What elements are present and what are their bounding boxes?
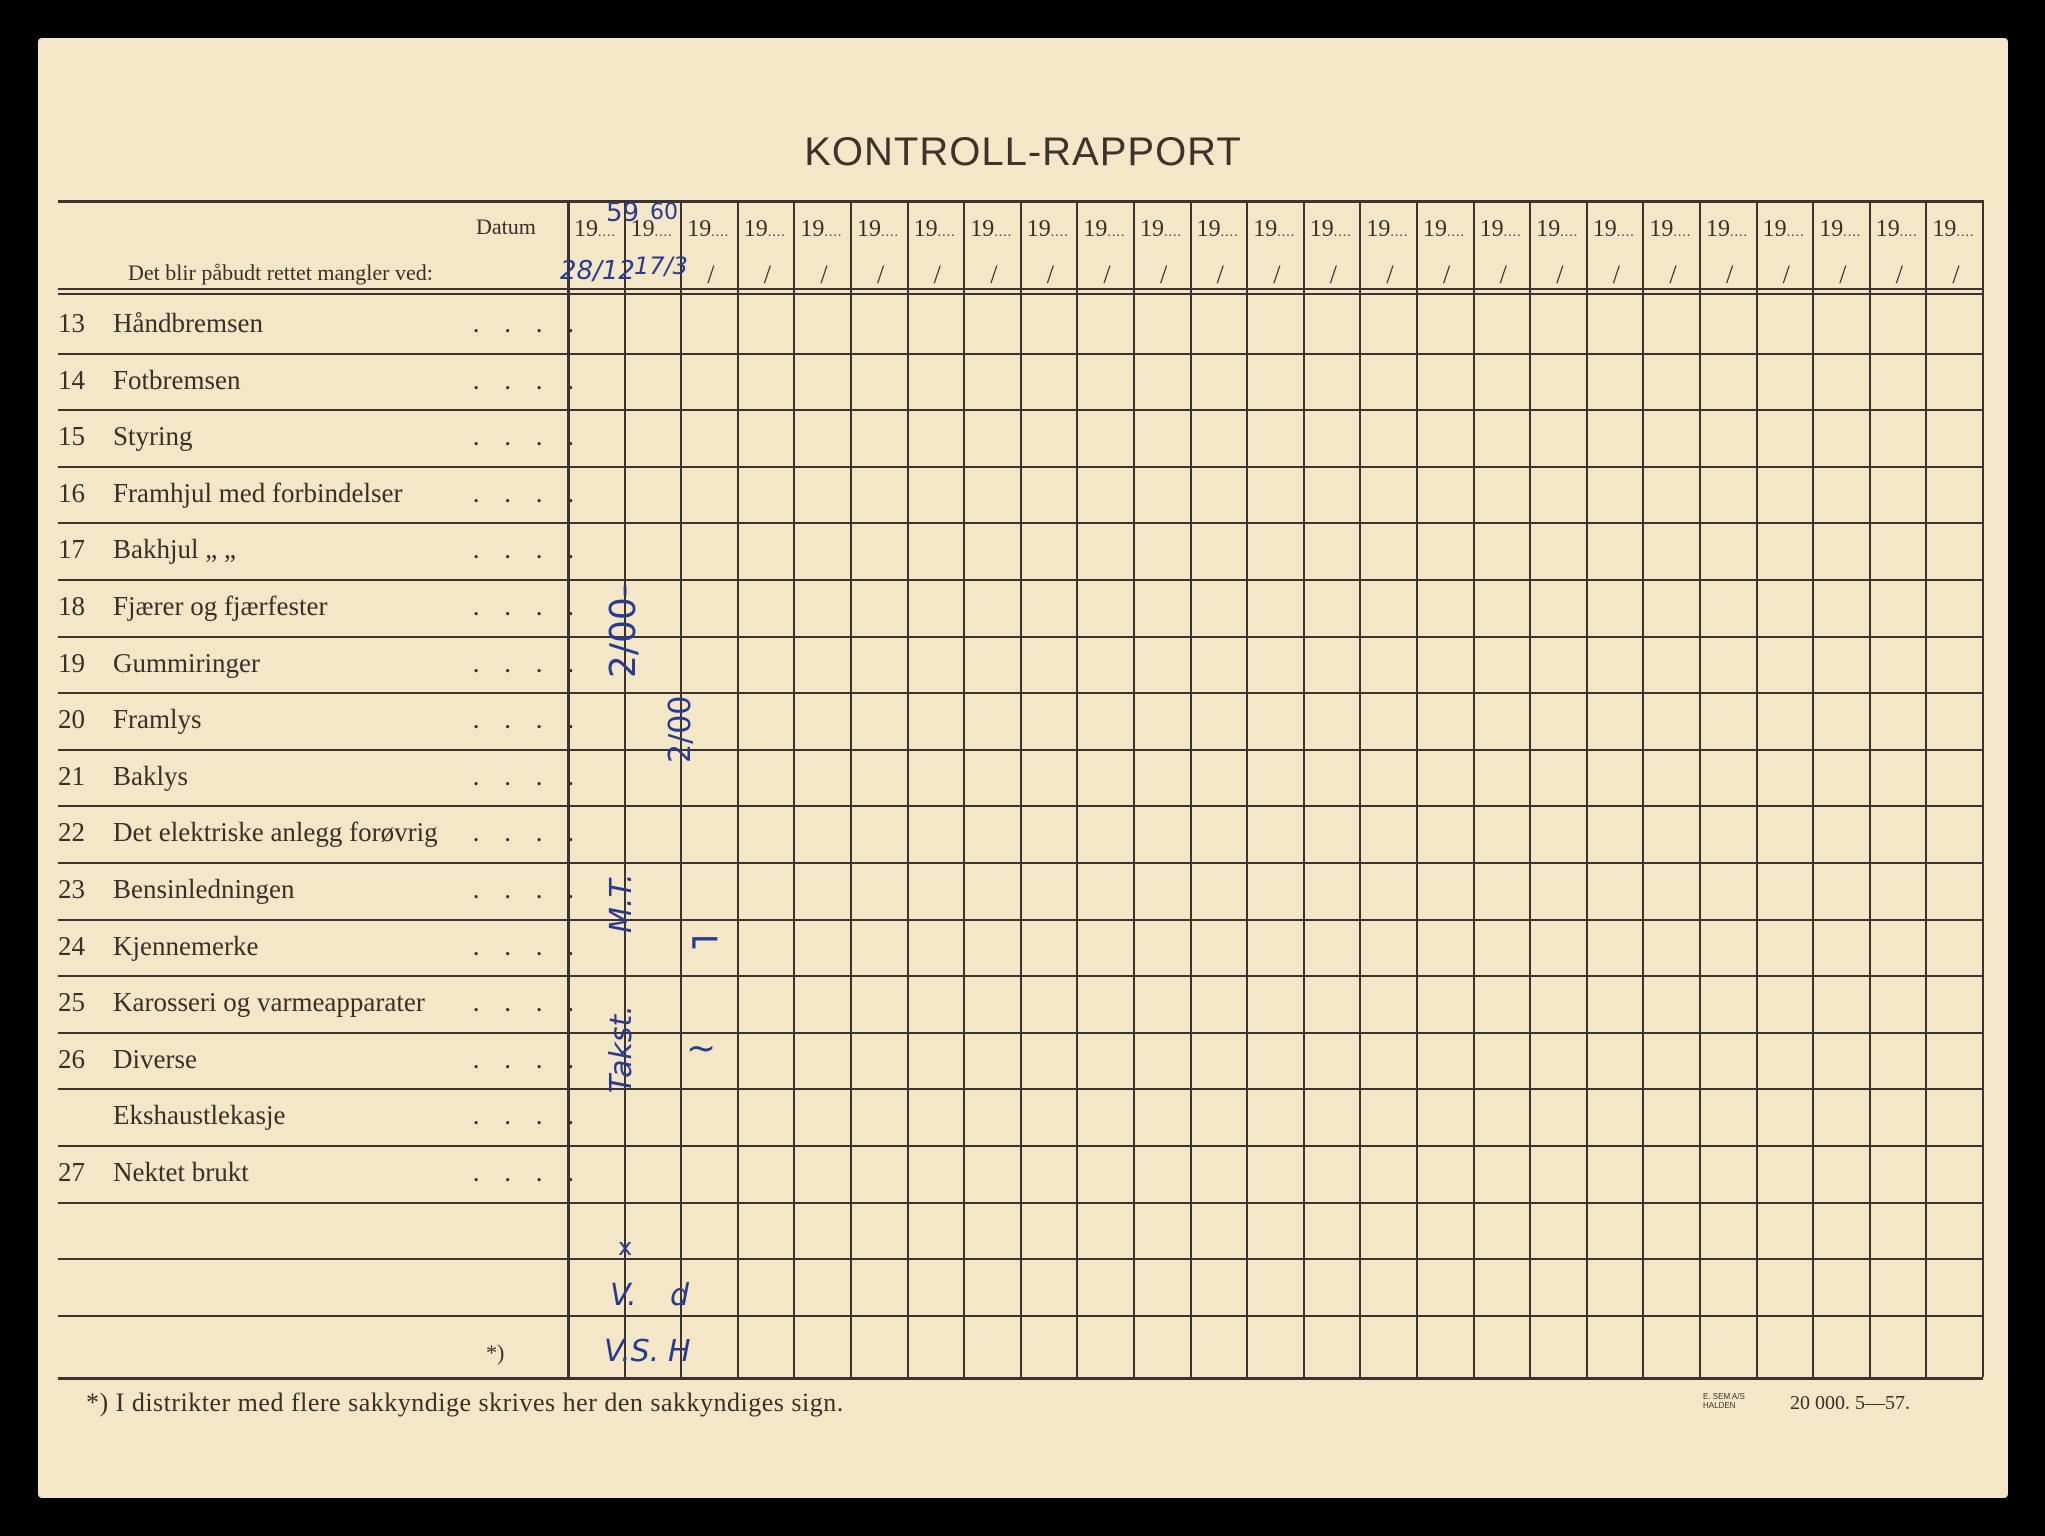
hw-col1-x: x: [618, 1233, 633, 1261]
date-separator: /: [1895, 260, 1904, 289]
year-prefix: 19: [1819, 216, 1844, 242]
hw-col1-date: 28/12: [560, 256, 635, 286]
year-header: 19....: [1366, 216, 1409, 242]
date-separator: /: [1669, 260, 1677, 289]
hw-col1-year: 59: [606, 198, 640, 228]
year-prefix: 19: [687, 216, 712, 242]
date-separator: /: [877, 260, 885, 289]
year-header: 19....: [1819, 216, 1862, 242]
row-number: 23: [58, 874, 85, 904]
column-line: [1133, 200, 1135, 1377]
date-separator: /: [707, 260, 715, 289]
form-row: [58, 987, 598, 1043]
row-label: Nektet brukt: [113, 1157, 249, 1187]
year-header: 19....: [857, 216, 899, 242]
column-line: [1303, 200, 1305, 1377]
column-line: [1529, 200, 1531, 1377]
leader-dots: . . . .: [472, 930, 583, 961]
row-number: 14: [58, 364, 85, 395]
year-prefix: 19: [800, 216, 825, 242]
hw-col2-dash1: ⌐: [688, 918, 722, 964]
row-number: 21: [58, 760, 85, 791]
column-line: [1473, 200, 1475, 1377]
year-header: 19....: [743, 216, 786, 242]
hw-col1-tyres: 2/00-: [603, 584, 644, 678]
year-prefix: 19: [857, 216, 881, 242]
row-number: 18: [58, 591, 85, 621]
date-separator: /: [1499, 260, 1507, 289]
leader-dots: . . . .: [472, 874, 583, 904]
column-line: [1020, 200, 1022, 1377]
year-prefix: 19: [970, 216, 995, 242]
row-label: Det elektriske anlegg forøvrig: [113, 817, 438, 848]
year-header: 19....: [1706, 216, 1748, 242]
year-prefix: 19: [1366, 216, 1391, 242]
datum-label: Datum: [476, 214, 536, 239]
row-label: Framhjul med forbindelser: [113, 477, 403, 508]
row-number: 16: [58, 477, 85, 508]
row-label: Bakhjul „ „: [113, 534, 236, 565]
row-number: 26: [58, 1043, 85, 1074]
row-label: Ekshaustlekasje: [113, 1100, 286, 1131]
year-prefix: 19: [1423, 216, 1447, 242]
column-line: [907, 200, 909, 1377]
form-row: [58, 365, 598, 421]
form-row: [58, 1157, 598, 1213]
hw-col2-tyres: 2/00: [663, 695, 698, 763]
leader-dots: . . . .: [472, 534, 583, 565]
form-row: [58, 591, 598, 647]
year-header: 19....: [1309, 216, 1352, 242]
date-separator: /: [1839, 260, 1847, 289]
column-line: [1812, 200, 1814, 1377]
row-label: Karosseri og varmeapparater: [113, 987, 425, 1018]
year-header: 19....: [1536, 216, 1579, 242]
year-header: 19....: [970, 216, 1013, 242]
row-number: 22: [58, 817, 85, 848]
year-prefix: 19: [574, 216, 598, 242]
form-row: [58, 648, 598, 704]
hw-col2-year: 60: [650, 200, 678, 225]
inspection-card: [38, 38, 2008, 1498]
form-row: [58, 704, 598, 760]
leader-dots: . . . .: [472, 1100, 583, 1131]
column-line: [737, 200, 739, 1377]
year-header: 19....: [1875, 216, 1918, 242]
form-row: [58, 1044, 598, 1100]
year-header: 19....: [1140, 216, 1182, 242]
column-line: [793, 200, 795, 1377]
year-prefix: 19: [630, 216, 655, 242]
year-prefix: 19: [1196, 216, 1221, 242]
year-prefix: 19: [1649, 216, 1674, 242]
print-info: 20 000. 5—57.: [1790, 1392, 1910, 1414]
column-line: [1699, 200, 1701, 1377]
hw-col2-date: 17/3: [634, 252, 688, 280]
form-row: [58, 1100, 598, 1156]
date-separator: /: [1952, 260, 1960, 289]
leader-dots: . . . .: [472, 817, 583, 848]
row-number: 25: [58, 987, 85, 1018]
instruction-label: Det blir påbudt rettet mangler ved:: [128, 260, 433, 285]
leader-dots: . . . .: [472, 760, 583, 791]
leader-dots: . . . .: [472, 308, 583, 338]
column-line: [1642, 200, 1644, 1377]
year-header: 19....: [1196, 216, 1239, 242]
date-separator: /: [1329, 260, 1338, 289]
row-label: Diverse: [113, 1043, 197, 1074]
year-header: 19....: [1649, 216, 1692, 242]
column-line: [680, 200, 682, 1377]
hw-col1-mark: M.T.: [604, 873, 639, 933]
column-line: [1982, 200, 1984, 1377]
column-line: [1246, 200, 1248, 1377]
year-prefix: 19: [1479, 216, 1504, 242]
printer-mark: [1703, 1392, 1745, 1410]
row-label: Gummiringer: [113, 647, 260, 678]
column-line: [1756, 200, 1758, 1377]
row-label: Fotbremsen: [113, 364, 241, 395]
date-separator: /: [1556, 260, 1564, 289]
year-header: 19....: [1592, 216, 1635, 242]
leader-dots: . . . .: [472, 1157, 583, 1187]
column-line: [963, 200, 965, 1377]
hw-col1-body: Takst.: [604, 1005, 639, 1093]
footnote: *) I distrikter med flere sakkyndige skrives her den sakkyndiges sign.: [86, 1388, 844, 1417]
column-line: [850, 200, 852, 1377]
column-line: [1925, 200, 1927, 1377]
row-number: 15: [58, 421, 85, 452]
form-row: [58, 308, 598, 364]
year-prefix: 19: [743, 216, 768, 242]
year-header: 19....: [630, 216, 673, 242]
date-separator: /: [1782, 260, 1790, 289]
year-header: 19....: [1762, 216, 1805, 242]
leader-dots: . . . .: [472, 477, 583, 508]
hw-col1-sign1: V.: [610, 1278, 637, 1313]
row-number: 17: [58, 534, 85, 565]
hw-col2-dash2: ~: [686, 1028, 717, 1069]
year-header: 19....: [913, 216, 956, 242]
column-line: [624, 200, 626, 1377]
leader-dots: . . . .: [472, 647, 583, 678]
year-header: 19....: [1253, 216, 1296, 242]
year-header: 19....: [1423, 216, 1465, 242]
form-row: [58, 1270, 598, 1326]
year-prefix: 19: [1592, 216, 1617, 242]
column-line: [1190, 200, 1192, 1377]
printer-line2: HALDEN: [1703, 1401, 1736, 1410]
year-prefix: 19: [1536, 216, 1561, 242]
column-line: [1869, 200, 1871, 1377]
row-label: Framlys: [113, 704, 202, 735]
date-separator: /: [1443, 260, 1451, 289]
year-header: 19....: [687, 216, 730, 242]
year-prefix: 19: [1875, 216, 1900, 242]
row-label: Håndbremsen: [113, 308, 263, 338]
date-separator: /: [820, 260, 828, 289]
leader-dots: . . . .: [472, 421, 583, 452]
year-header: 19....: [1026, 216, 1069, 242]
date-separator: /: [1612, 260, 1621, 289]
form-row: [58, 421, 598, 477]
year-prefix: 19: [1706, 216, 1730, 242]
form-row: [58, 761, 598, 817]
row-number: 27: [58, 1157, 85, 1187]
page-title: KONTROLL-RAPPORT: [804, 130, 1242, 174]
row-label: Kjennemerke: [113, 930, 259, 961]
date-separator: /: [990, 260, 998, 289]
leader-dots: . . . .: [472, 591, 583, 621]
date-separator: /: [1046, 260, 1055, 289]
year-prefix: 19: [913, 216, 938, 242]
date-separator: /: [1216, 260, 1224, 289]
column-line: [1359, 200, 1361, 1377]
row-number: 19: [58, 647, 85, 678]
leader-dots: . . . .: [472, 704, 583, 735]
year-prefix: 19: [1762, 216, 1787, 242]
form-row: [58, 817, 598, 873]
form-row: [58, 1214, 598, 1270]
year-prefix: 19: [1083, 216, 1108, 242]
year-prefix: 19: [1309, 216, 1334, 242]
form-row: [58, 1327, 598, 1383]
hw-col1-sign2: V.S.: [604, 1334, 660, 1369]
signature-marker: *): [486, 1340, 505, 1365]
form-row: [58, 534, 598, 590]
date-separator: /: [763, 260, 772, 289]
year-header: 19....: [1083, 216, 1126, 242]
leader-dots: . . . .: [472, 1043, 583, 1074]
row-number: 20: [58, 704, 85, 735]
date-separator: /: [1386, 260, 1394, 289]
row-label: Styring: [113, 421, 193, 452]
year-header: 19....: [800, 216, 843, 242]
date-separator: /: [933, 260, 941, 289]
leader-dots: . . . .: [472, 987, 583, 1018]
row-label: Baklys: [113, 760, 189, 791]
date-separator: /: [1103, 260, 1111, 289]
year-header: 19....: [1932, 216, 1975, 242]
hw-col2-sign2: H: [668, 1334, 691, 1369]
form-row: [58, 478, 598, 534]
form-row: [58, 874, 598, 930]
year-prefix: 19: [1140, 216, 1164, 242]
date-separator: /: [1273, 260, 1281, 289]
row-label: Bensinledningen: [113, 874, 295, 904]
printer-line1: E. SEM A/S: [1703, 1392, 1745, 1401]
row-number: 13: [58, 308, 85, 338]
column-line: [1586, 200, 1588, 1377]
row-label: Fjærer og fjærfester: [113, 591, 328, 621]
year-prefix: 19: [1932, 216, 1957, 242]
year-header: 19....: [1479, 216, 1522, 242]
year-prefix: 19: [1253, 216, 1278, 242]
date-separator: /: [1726, 260, 1734, 289]
year-prefix: 19: [1026, 216, 1051, 242]
date-separator: /: [1160, 260, 1168, 289]
column-line: [1416, 200, 1418, 1377]
leader-dots: . . . .: [472, 364, 583, 395]
column-line: [1076, 200, 1078, 1377]
hw-col2-sign1: d: [670, 1278, 690, 1313]
row-number: 24: [58, 930, 85, 961]
year-header: 19....: [574, 216, 616, 242]
form-row: [58, 931, 598, 987]
